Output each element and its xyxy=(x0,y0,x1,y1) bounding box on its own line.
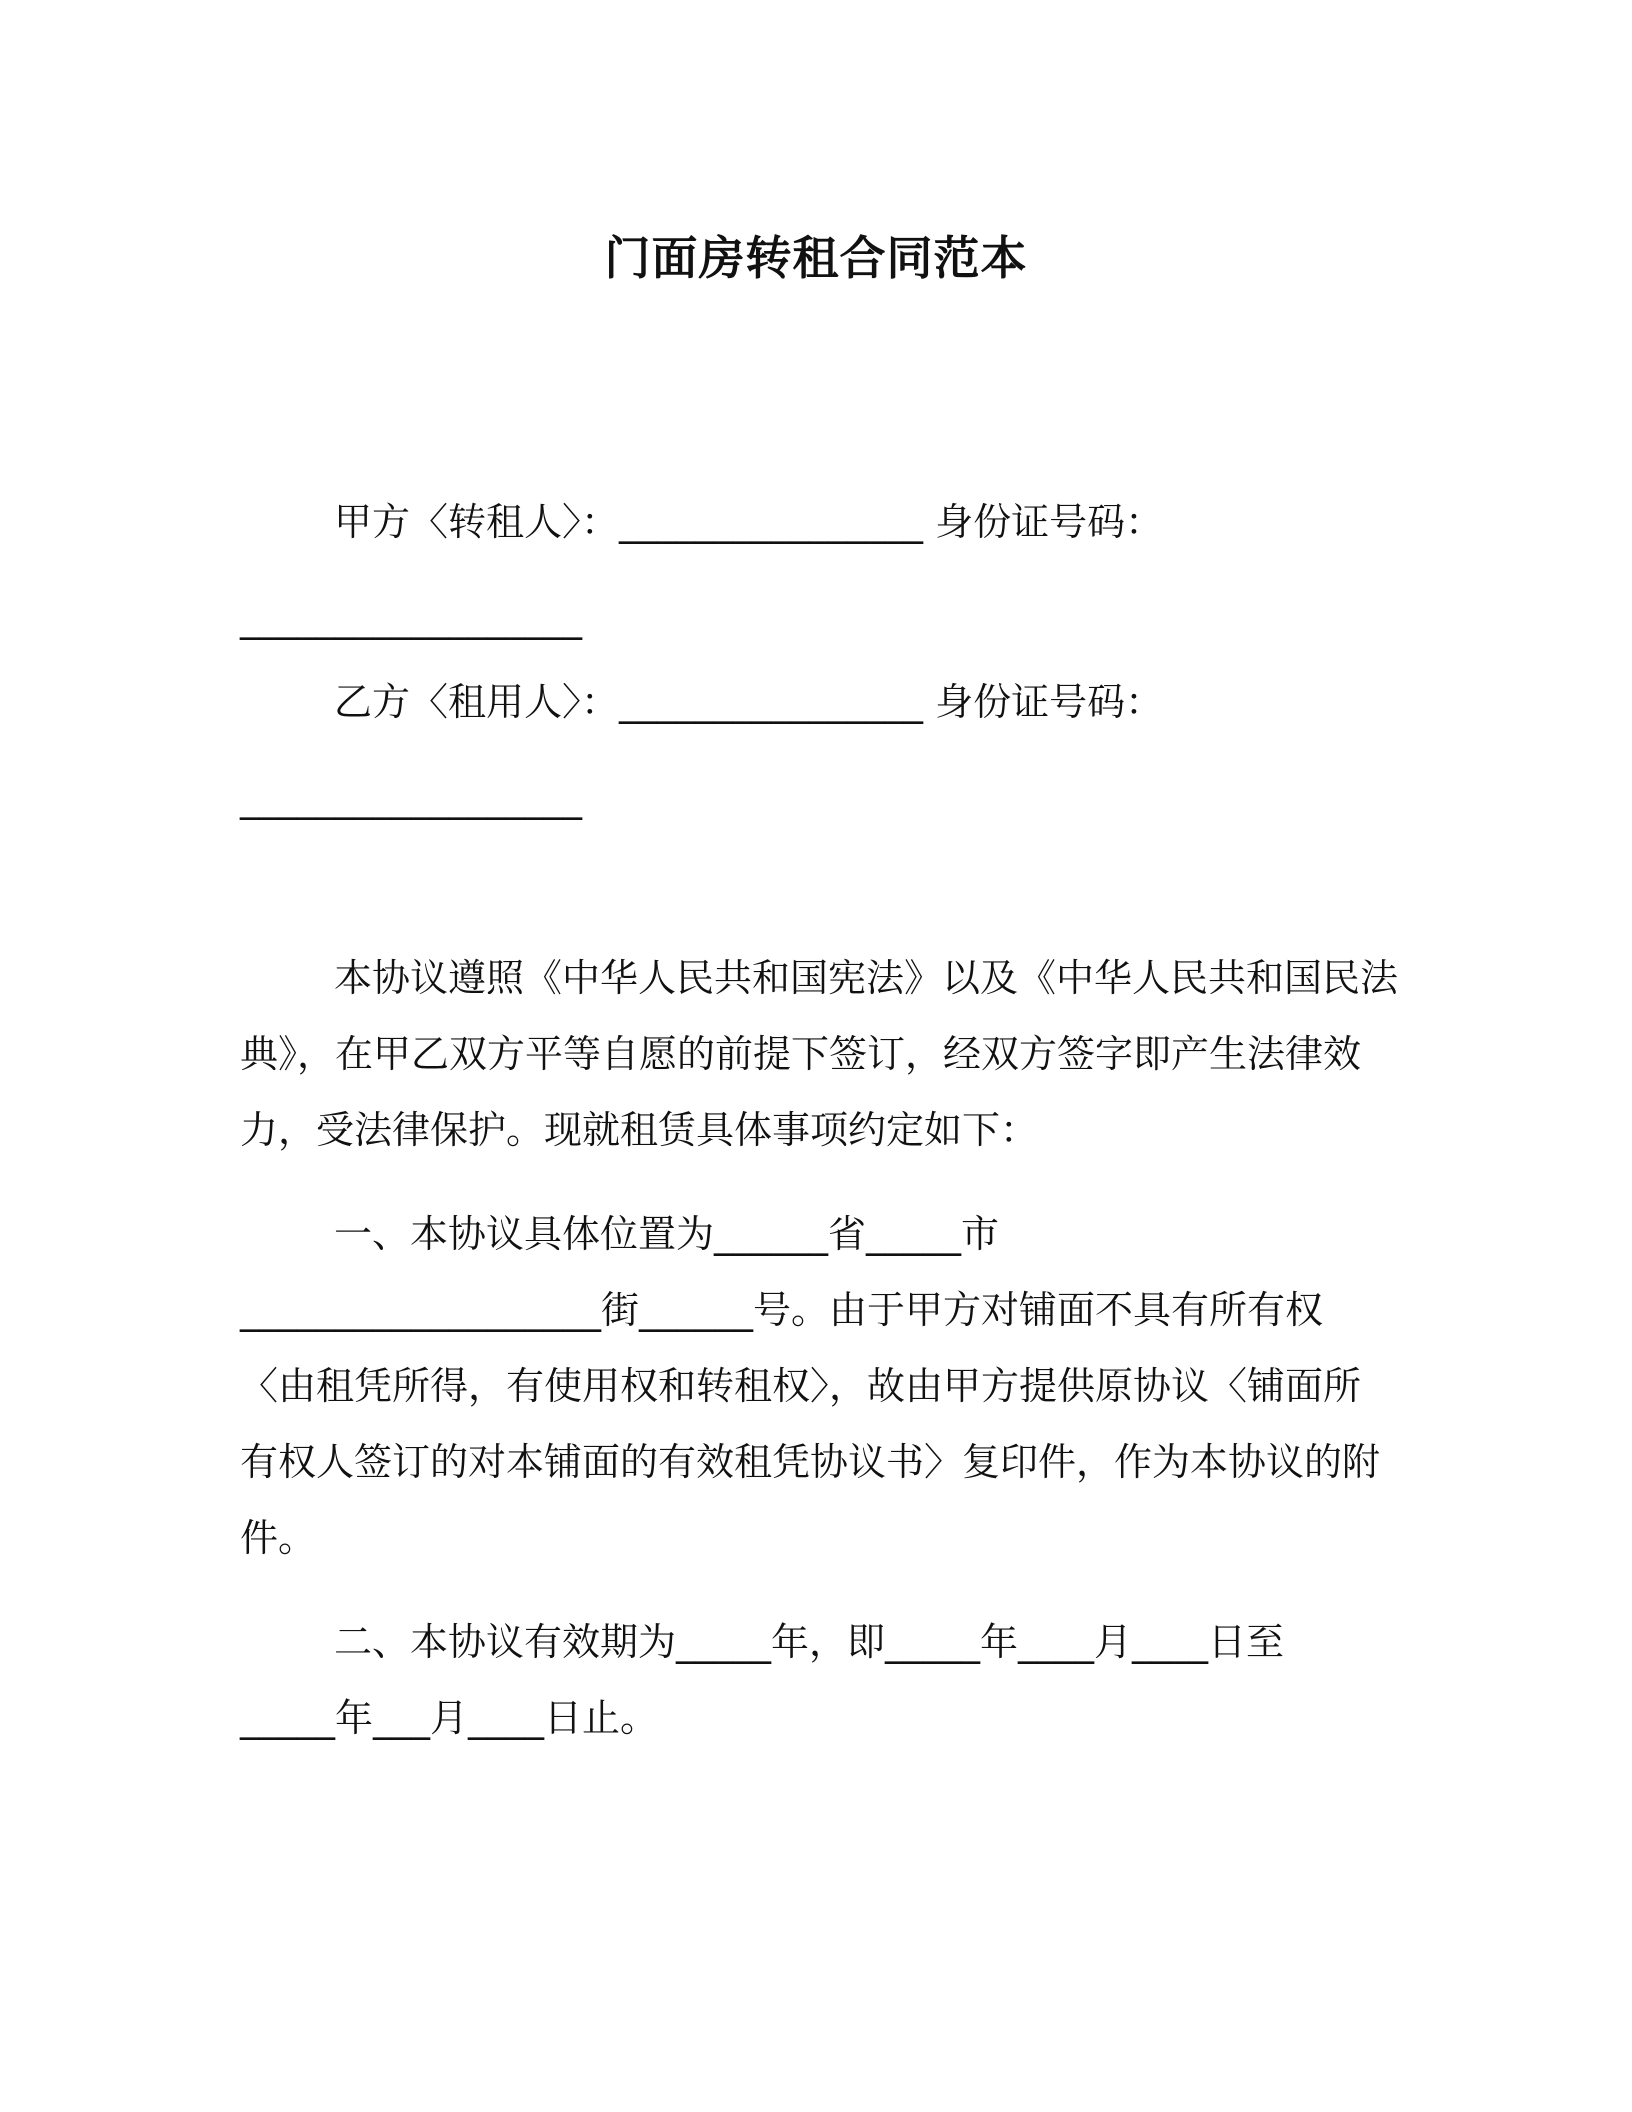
clause-1-line-3: 〈由租凭所得，有使用权和转租权〉，故由甲方提供原协议〈铺面所 xyxy=(240,1364,1362,1408)
clause-1-line-4: 有权人签订的对本铺面的有效租凭协议书〉复印件，作为本协议的附 xyxy=(240,1440,1381,1484)
preamble-line-2: 典》，在甲乙双方平等自愿的前提下签订，经双方签字即产生法律效 xyxy=(240,1032,1362,1076)
preamble-line-3: 力，受法律保护。现就租赁具体事项约定如下： xyxy=(240,1108,1039,1152)
party-a-id-line: __________________ xyxy=(240,596,582,640)
party-b-id-line: __________________ xyxy=(240,776,582,820)
clause-1-line-5: 件。 xyxy=(240,1516,317,1560)
party-a-line: 甲方〈转租人〉：________________ 身份证号码： xyxy=(334,500,1164,544)
clause-2-line-2: _____年___月____日止。 xyxy=(240,1696,659,1740)
document-title: 门面房转租合同范本 xyxy=(604,231,1028,285)
clause-1-line-1: 一、本协议具体位置为______省_____市 xyxy=(334,1212,1000,1256)
party-b-line: 乙方〈租用人〉：________________ 身份证号码： xyxy=(334,680,1164,724)
preamble-line-1: 本协议遵照《中华人民共和国宪法》以及《中华人民共和国民法 xyxy=(334,956,1399,1000)
clause-1-line-2: ___________________街______号。由于甲方对铺面不具有所有权 xyxy=(240,1288,1324,1332)
clause-2-line-1: 二、本协议有效期为_____年，即_____年____月____日至 xyxy=(334,1620,1285,1664)
